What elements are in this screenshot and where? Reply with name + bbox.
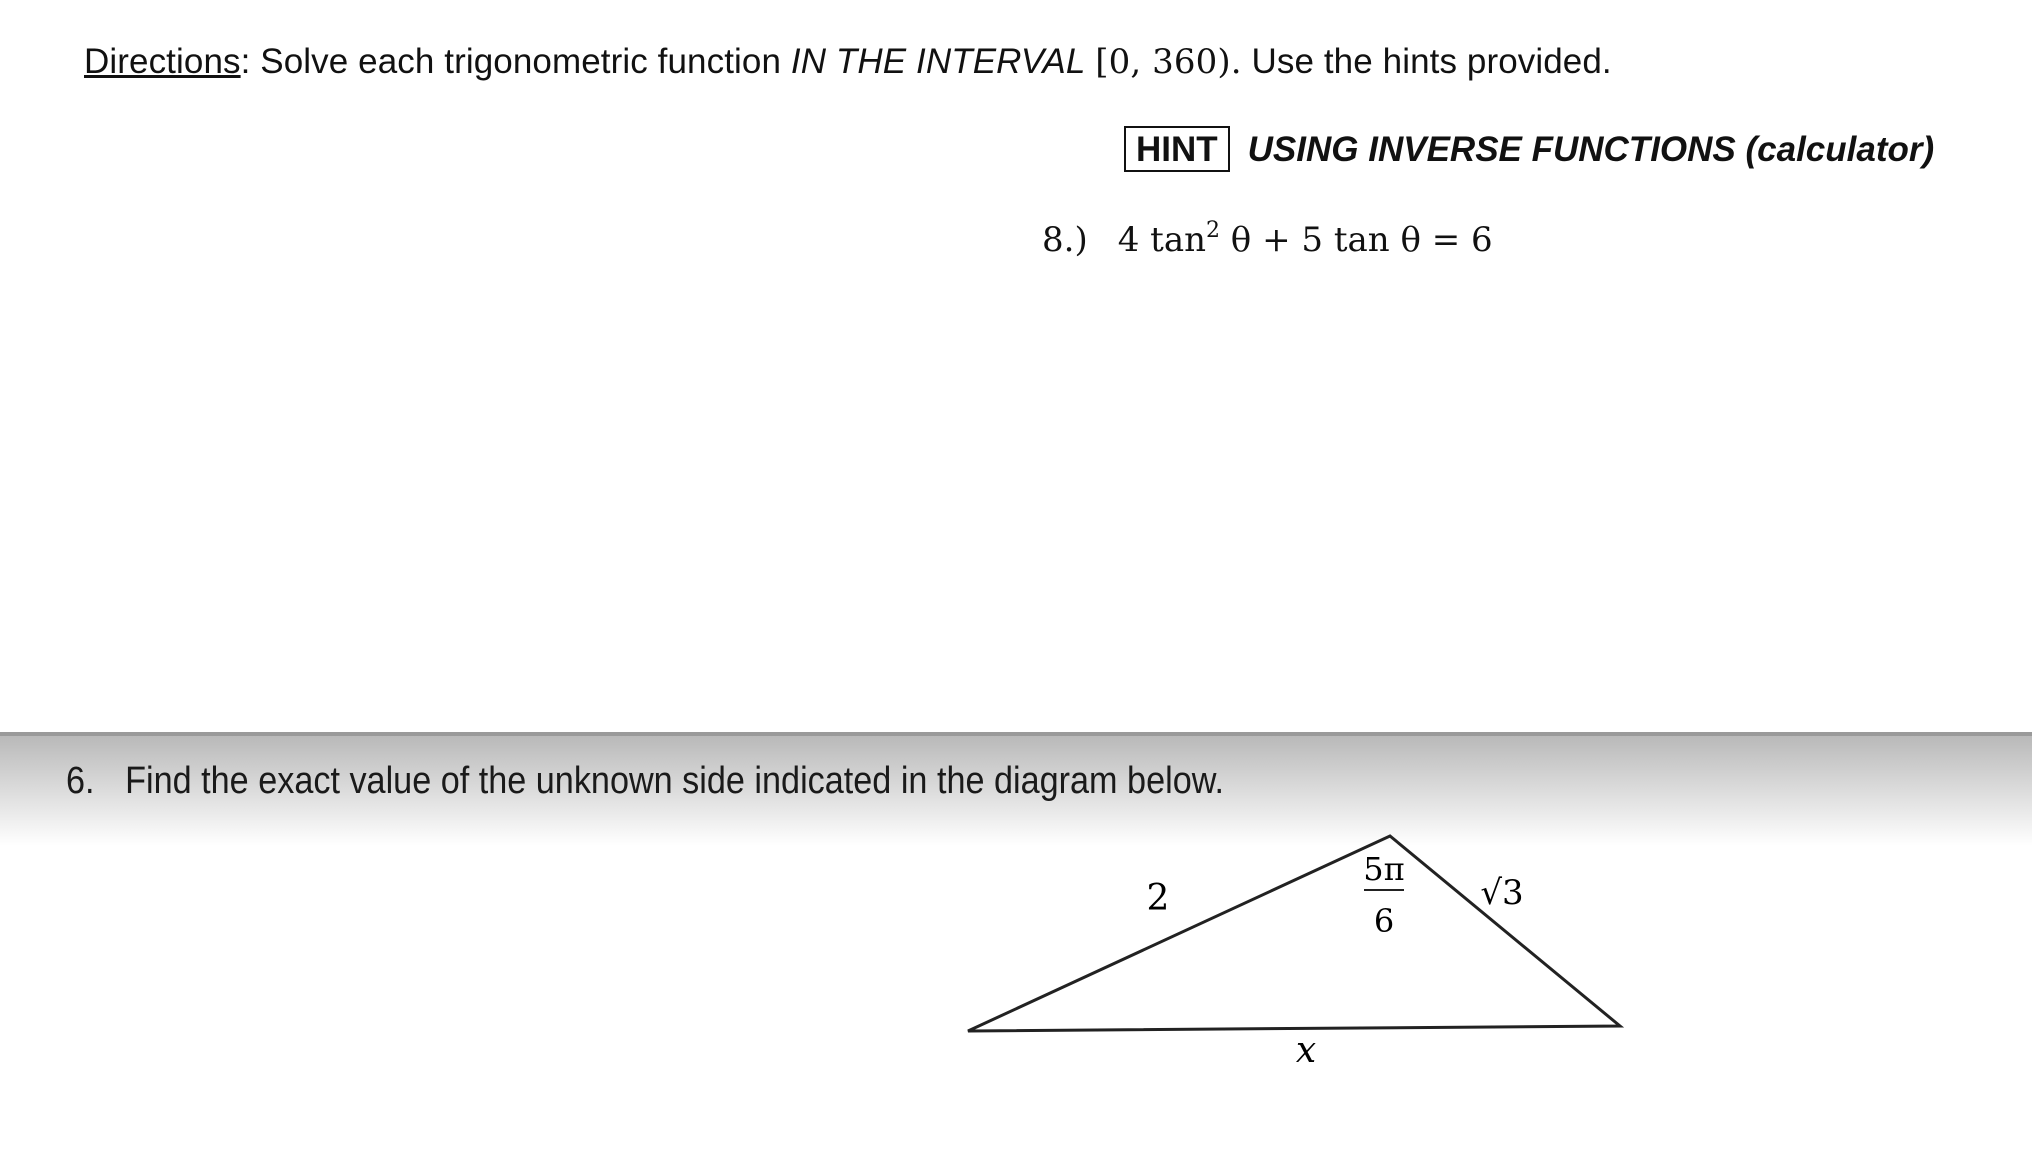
problem-8-number: 8.) [1042, 220, 1088, 260]
directions-label: Directions [84, 42, 241, 81]
angle-denominator: 6 [1373, 902, 1395, 940]
problem-8-exponent: 2 [1206, 218, 1220, 243]
problem-6-text: Find the exact value of the unknown side indicated in the diagram below. [125, 760, 1225, 802]
directions-text-2: Use the hints provided. [1241, 42, 1612, 81]
directions-interval: [0, 360). [1095, 42, 1242, 82]
hint-text: USING INVERSE FUNCTIONS (calculator) [1247, 130, 1935, 169]
directions-emphasis: IN THE INTERVAL [790, 42, 1086, 81]
side-left-label: 2 [1146, 878, 1170, 919]
triangle-shape [968, 836, 1620, 1031]
directions-text-1: : Solve each trigonometric function [240, 42, 791, 81]
problem-8-lhs: 4 tan [1117, 220, 1206, 260]
hint-label: HINT [1124, 126, 1230, 172]
problem-8-rest: θ + 5 tan θ = 6 [1220, 220, 1493, 260]
angle-numerator: 5π [1363, 850, 1405, 888]
side-bottom-label: x [1295, 1030, 1317, 1071]
side-right-label: √3 [1480, 873, 1524, 913]
problem-6-number: 6. [66, 760, 95, 802]
